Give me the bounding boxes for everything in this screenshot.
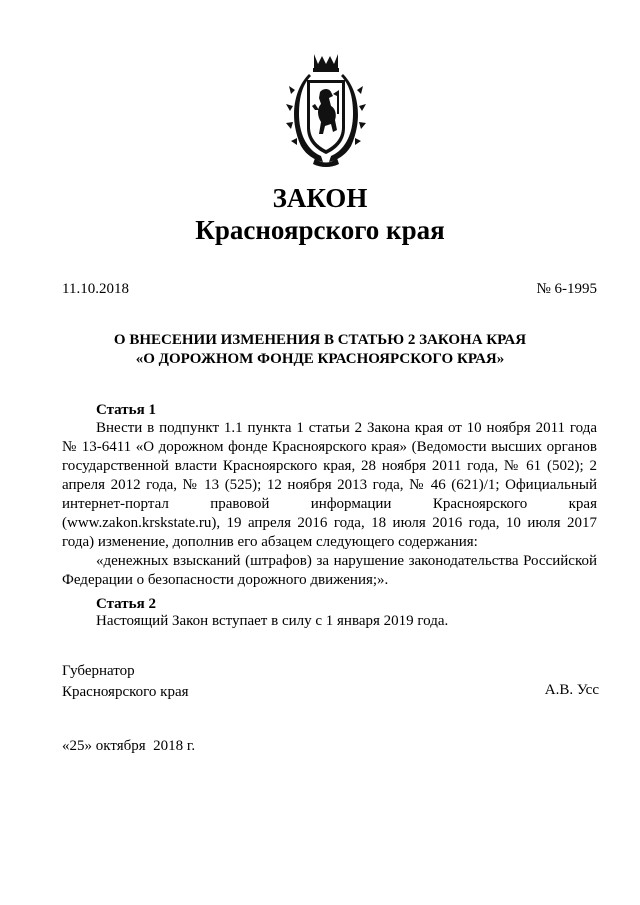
article-1-paragraph: Внести в подпункт 1.1 пункта 1 статьи 2 Закона края от 10 ноября 2011 года № 13-6411 «О дорожном фонде Красноярского края» (Ведомости высших органов государственной власти Красноярского края, 28 ноября 2011 года, № 61 (502); 2 апреля 2012 года, № 13 (525); 12 ноября 2013 года, № 46 (621)/1; Официальный интернет-портал правовой информации Красноярского края (www.zakon.krskstate.ru), 19 апреля 2016 года, 18 июля 2016 года, 10 июля 2017 года) изменение, дополнив его абзацем следующего содержания: [62,420,597,550]
law-title: ЗАКОН [272,183,368,213]
article-1-paragraph: «денежных взысканий (штрафов) за нарушение законодательства Российской Федерации о безопасности дорожного движения;». [62,553,597,588]
signatory-position-line: Красноярского края [62,684,189,700]
law-heading-line: «О ДОРОЖНОМ ФОНДЕ КРАСНОЯРСКОГО КРАЯ» [135,351,505,367]
signatory-position-line: Губернатор [62,663,135,679]
article-1-title: Статья 1 [96,402,156,418]
article-1-body [62,419,597,590]
article-2-body [62,612,597,631]
law-subtitle: Красноярского края [195,215,445,245]
coat-of-arms-emblem [285,50,367,168]
law-heading [0,331,640,369]
article-2-title: Статья 2 [96,596,156,612]
law-heading-line: О ВНЕСЕНИИ ИЗМЕНЕНИЯ В СТАТЬЮ 2 ЗАКОНА КРАЯ [113,332,527,348]
signatory-name: А.В. Усс [544,682,599,698]
signatory-position [62,661,189,703]
law-number: № 6-1995 [536,281,597,297]
article-2-paragraph: Настоящий Закон вступает в силу с 1 января 2019 года. [96,613,449,629]
law-date: 11.10.2018 [62,281,129,297]
signing-date: «25» октября 2018 г. [62,738,196,754]
